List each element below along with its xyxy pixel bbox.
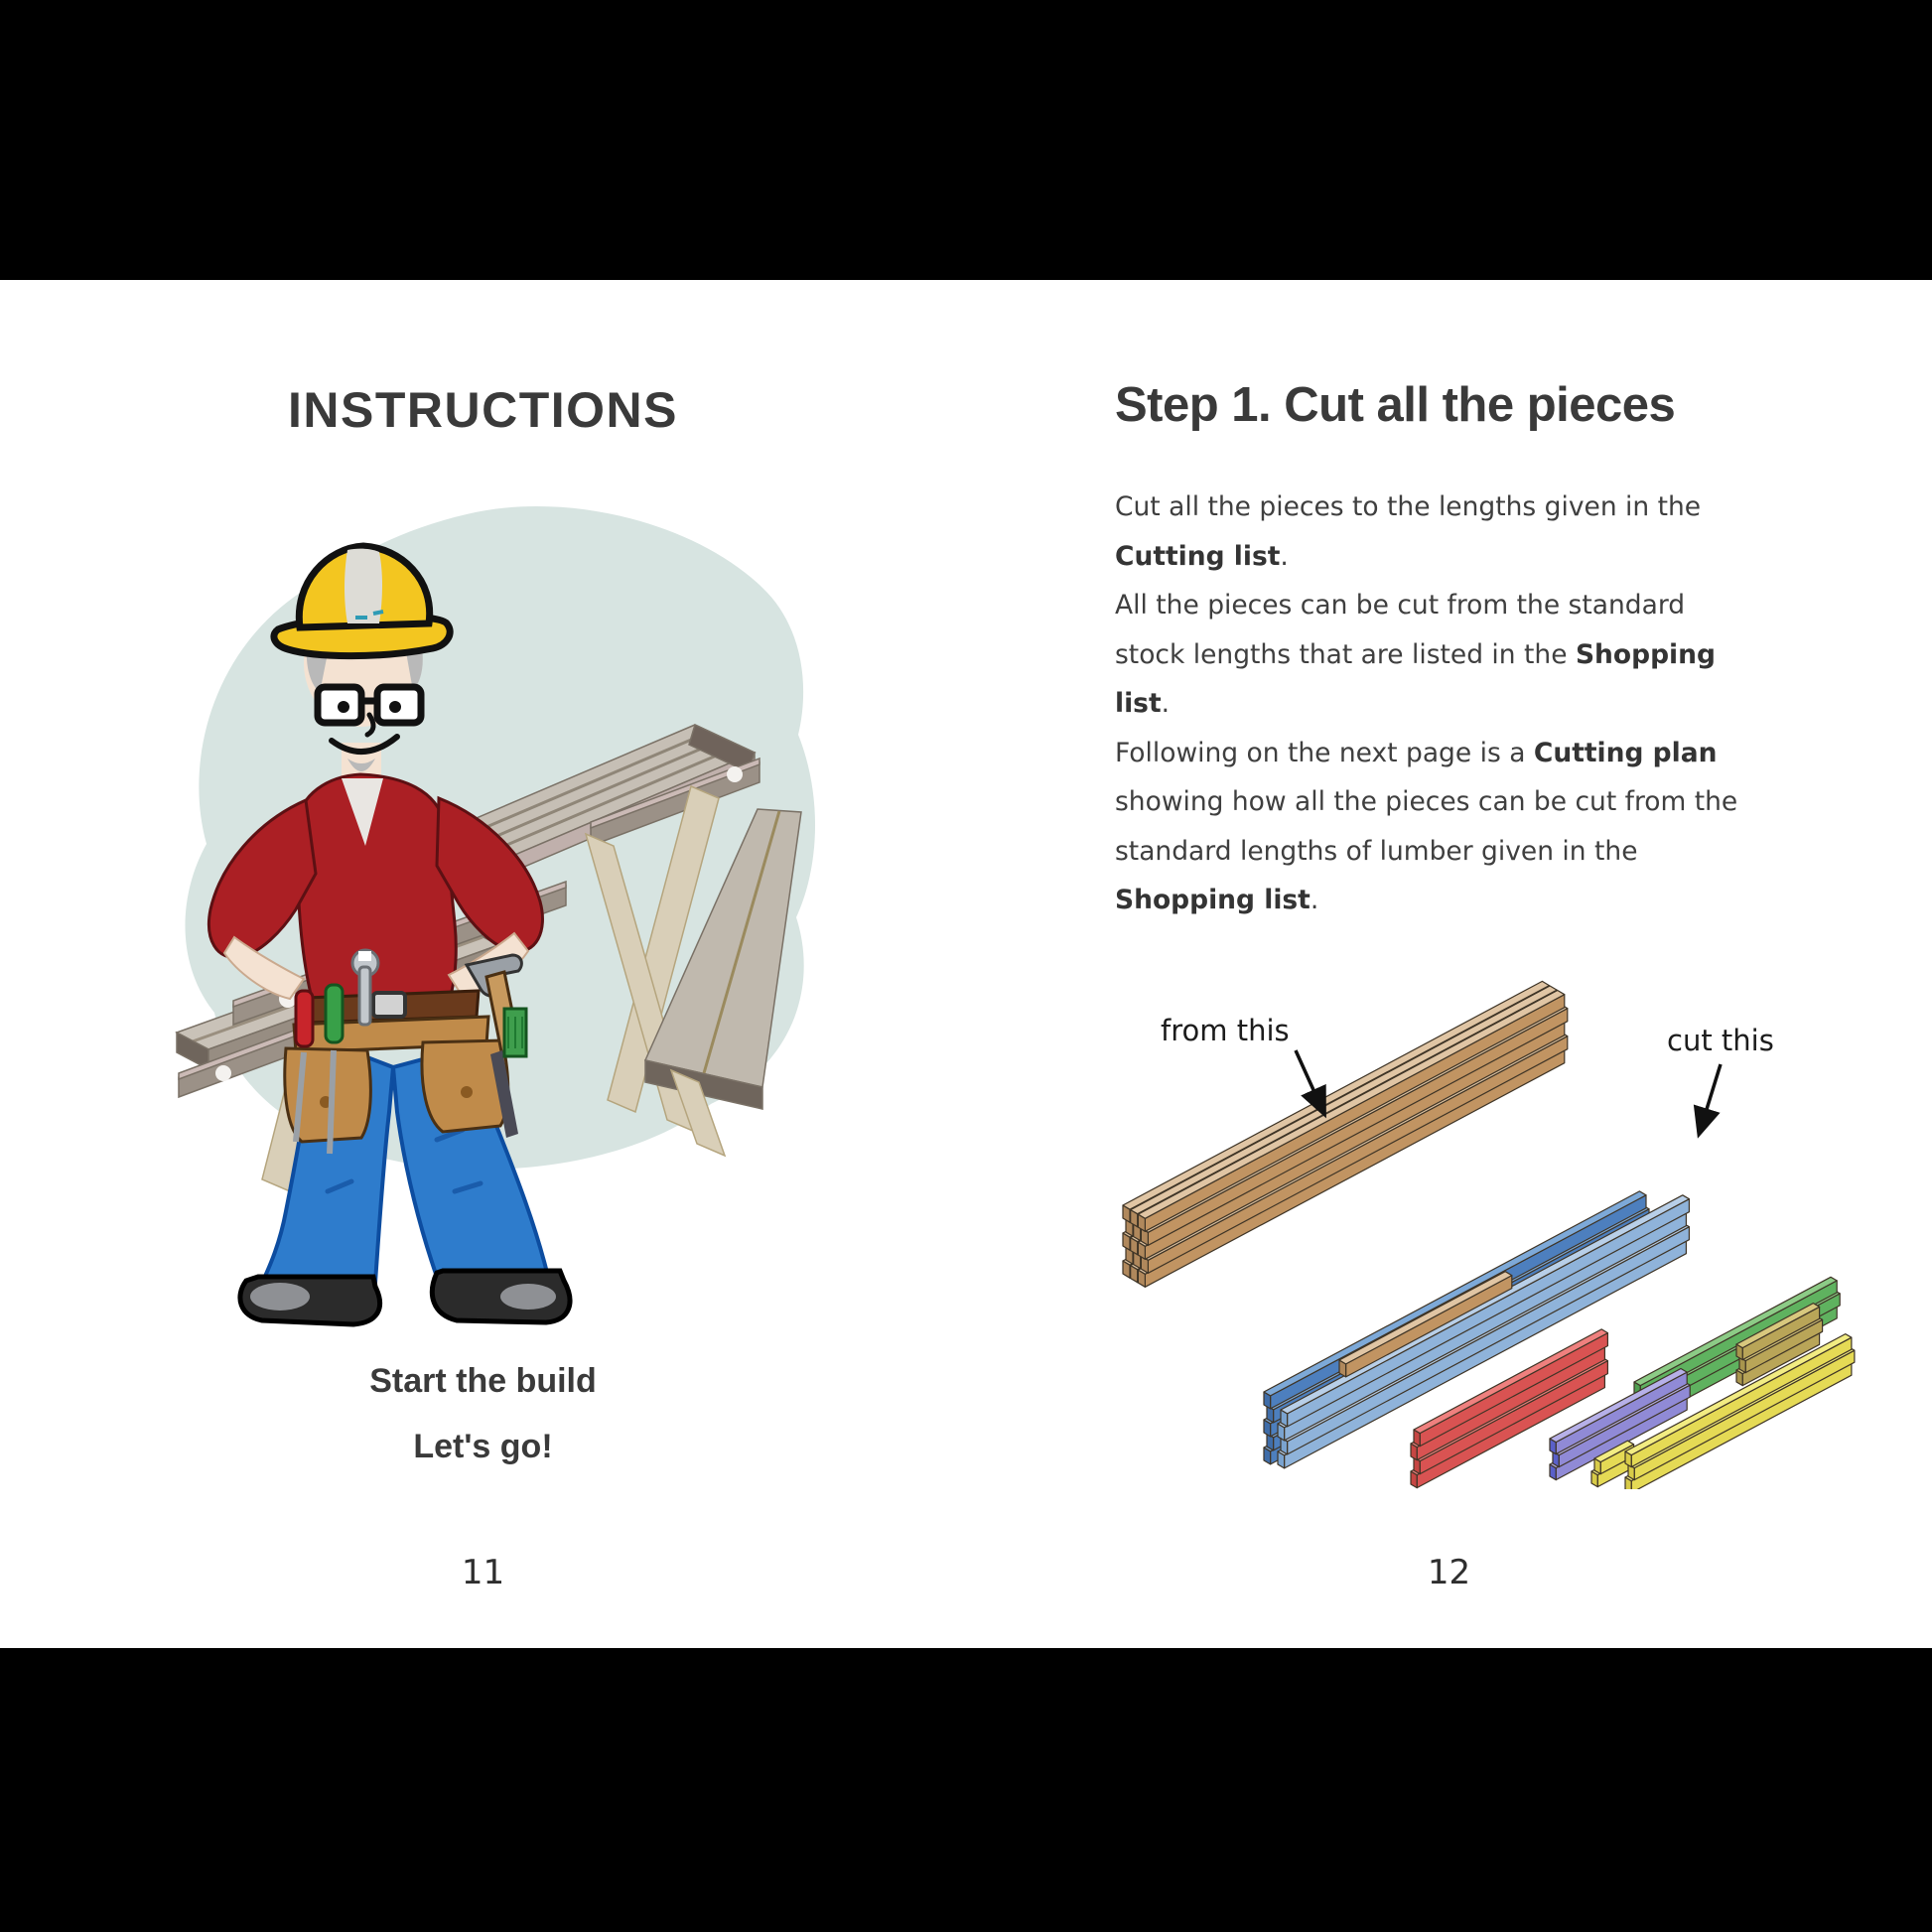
cutting-plan-illustration [1073, 963, 1858, 1489]
letterbox-bottom [0, 1648, 1932, 1932]
lumber-stacks [1123, 981, 1855, 1489]
step-heading: Step 1. Cut all the pieces [1115, 378, 1676, 432]
step-body-text: Cut all the pieces to the lengths given in the Cutting list. All the pieces can be cut from the standard stock lengths that are listed in the Shopping list. Following on the next page is a Cutting plan showing how all the pieces can be cut from the standard lengths of lumber given in the Shopping list. [1115, 491, 1738, 915]
from-this-label: from this [1161, 1014, 1290, 1047]
cut-this-label: cut this [1667, 1024, 1774, 1057]
page-number-right: 12 [1427, 1553, 1471, 1592]
page-number-left: 11 [461, 1553, 505, 1592]
page-11 [0, 280, 966, 1648]
builder-shirt [298, 774, 457, 1013]
caption [0, 1348, 966, 1479]
page-title: INSTRUCTIONS [288, 382, 678, 438]
page-spread [0, 280, 1932, 1648]
belt-buckle [373, 993, 405, 1017]
caption-line-2: Let's go! [413, 1428, 553, 1465]
boot-toe-right [500, 1284, 556, 1310]
letterbox-top [0, 0, 1932, 280]
boot-toe-left [250, 1283, 310, 1311]
tool-brush [504, 1009, 526, 1056]
caption-line-1: Start the build [369, 1362, 597, 1400]
page-12 [966, 280, 1932, 1648]
builder-picnic-table-illustration [139, 496, 933, 1330]
cut-this-arrow [1700, 1064, 1721, 1132]
from-this-arrow [1296, 1050, 1323, 1112]
